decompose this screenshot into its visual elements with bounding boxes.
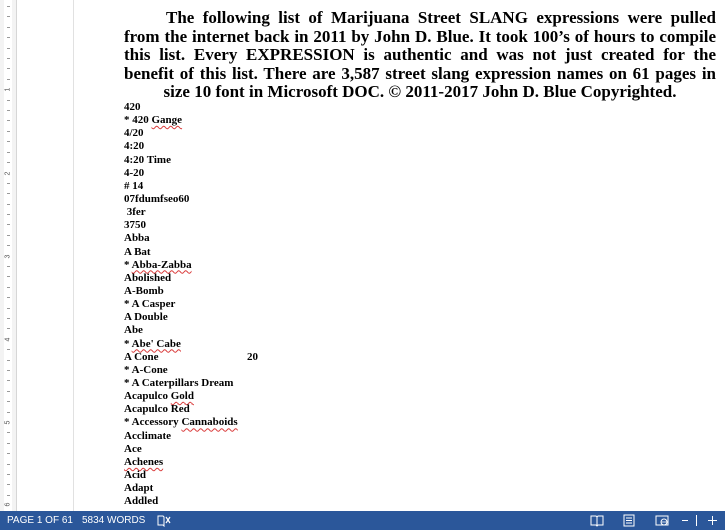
- list-item-text: * Accessory: [124, 416, 182, 429]
- ruler-tick: [7, 214, 10, 215]
- vertical-ruler[interactable]: [0, 0, 17, 511]
- ruler-tick: [7, 443, 10, 444]
- read-mode-icon[interactable]: [590, 514, 604, 527]
- list-item[interactable]: [124, 377, 424, 390]
- document-page[interactable]: [74, 0, 725, 511]
- ruler-tick: [7, 58, 10, 59]
- ruler-tick: [7, 266, 10, 267]
- ruler-tick: [7, 360, 10, 361]
- list-item[interactable]: [124, 193, 424, 206]
- list-item-text: 420: [124, 101, 141, 113]
- list-item-text: A Cone: [124, 350, 159, 363]
- list-item-text: 3750: [124, 219, 146, 232]
- ruler-tick: [7, 204, 10, 205]
- list-item-text: A Bat: [124, 245, 151, 258]
- list-item[interactable]: [124, 430, 424, 443]
- ruler-tick: [7, 495, 10, 496]
- list-item[interactable]: [124, 101, 424, 114]
- ruler-tick: [7, 27, 10, 28]
- list-item[interactable]: [124, 416, 424, 429]
- list-item[interactable]: [124, 495, 424, 508]
- list-item-text: Acapulco Red: [124, 403, 190, 416]
- list-item[interactable]: [124, 324, 424, 337]
- list-item-text: 4-20: [124, 166, 145, 179]
- list-item[interactable]: [124, 114, 424, 127]
- ruler-tick: [7, 162, 10, 163]
- ruler-tick: [7, 370, 10, 371]
- ruler-tick: [7, 100, 10, 101]
- list-item-text: A Double: [124, 311, 168, 324]
- list-item-text: Acapulco: [124, 390, 171, 403]
- list-item[interactable]: [124, 469, 424, 482]
- page-left-margin: [17, 0, 74, 511]
- ruler-tick: [7, 245, 10, 246]
- ruler-tick: [7, 141, 10, 142]
- ruler-tick: [7, 453, 10, 454]
- list-item[interactable]: [124, 272, 424, 285]
- page-count[interactable]: PAGE 1 OF 61: [7, 515, 73, 526]
- list-item[interactable]: [124, 154, 424, 167]
- spelling-error-word[interactable]: Achenes: [124, 455, 164, 468]
- spelling-error-word[interactable]: Cannaboids: [181, 416, 238, 429]
- list-item[interactable]: [124, 403, 424, 416]
- ruler-tick: [7, 412, 10, 413]
- ruler-tick: [7, 349, 10, 350]
- list-item[interactable]: [124, 338, 424, 351]
- list-item-text: 4/20: [124, 127, 144, 140]
- list-item-text: 4:20 Time: [124, 153, 171, 166]
- ruler-number: 3: [5, 253, 12, 261]
- list-item-text: Acclimate: [124, 429, 172, 442]
- list-item-text: * 420: [124, 114, 152, 127]
- list-item[interactable]: [124, 167, 424, 180]
- list-item[interactable]: [124, 443, 424, 456]
- list-item[interactable]: [124, 298, 424, 311]
- list-item[interactable]: [124, 351, 424, 364]
- ruler-tick: [7, 120, 10, 121]
- list-item-text: # 14: [124, 179, 144, 192]
- ruler-tick: [7, 224, 10, 225]
- inline-number: 20: [247, 350, 258, 363]
- list-item-text: Abba: [124, 232, 150, 245]
- list-item-text: * A Casper: [124, 298, 176, 311]
- ruler-number: 5: [5, 419, 12, 427]
- list-item-text: 3fer: [124, 206, 146, 219]
- list-item[interactable]: [124, 180, 424, 193]
- ruler-tick: [7, 432, 10, 433]
- ruler-tick: [7, 464, 10, 465]
- list-item-text: 4:20: [124, 140, 145, 153]
- list-item-text: Addled: [124, 495, 159, 508]
- ruler-tick: [7, 276, 10, 277]
- list-item[interactable]: [124, 311, 424, 324]
- ruler-tick: [7, 297, 10, 298]
- spelling-error-word[interactable]: Abba-Zabba: [131, 258, 192, 271]
- spelling-error-word[interactable]: Abe' Cabe: [131, 337, 181, 350]
- ruler-tick: [7, 328, 10, 329]
- list-item-text: Abe: [124, 324, 143, 337]
- list-item-text: Ace: [124, 442, 142, 455]
- list-item[interactable]: [124, 456, 424, 469]
- ruler-tick: [7, 474, 10, 475]
- ruler-tick: [7, 193, 10, 194]
- web-layout-icon[interactable]: [655, 514, 669, 527]
- list-item-text: Abolished: [124, 271, 172, 284]
- zoom-in-icon[interactable]: [708, 516, 717, 525]
- ruler-tick: [7, 48, 10, 49]
- ruler-number: 2: [5, 170, 12, 178]
- list-item[interactable]: [124, 206, 424, 219]
- list-item[interactable]: [124, 285, 424, 298]
- ruler-tick: [7, 152, 10, 153]
- list-item-text: *: [124, 258, 132, 271]
- ruler-tick: [7, 79, 10, 80]
- ruler-tick: [7, 235, 10, 236]
- ruler-tick: [7, 391, 10, 392]
- proofing-book-icon[interactable]: [157, 514, 171, 527]
- list-item[interactable]: [124, 364, 424, 377]
- list-item-text: 07fdumfseo60: [124, 192, 190, 205]
- ruler-tick: [7, 318, 10, 319]
- list-item-text: * A Caterpillars Dream: [124, 376, 234, 389]
- ruler-number: 6: [5, 501, 12, 509]
- ruler-number: 4: [5, 336, 12, 344]
- ruler-tick: [7, 110, 10, 111]
- ruler-tick: [7, 16, 10, 17]
- ruler-tick: [7, 287, 10, 288]
- ruler-tick: [7, 380, 10, 381]
- print-layout-icon[interactable]: [622, 514, 636, 527]
- list-item[interactable]: [124, 259, 424, 272]
- list-item-text: Adapt: [124, 482, 154, 495]
- spelling-error-word[interactable]: Gange: [151, 114, 183, 127]
- zoom-slider[interactable]: [696, 515, 697, 526]
- ruler-tick: [7, 308, 10, 309]
- status-bar: [0, 511, 725, 530]
- zoom-out-icon[interactable]: [682, 520, 688, 521]
- ruler-number: 1: [5, 86, 12, 94]
- list-item[interactable]: [124, 140, 424, 153]
- list-item[interactable]: [124, 482, 424, 495]
- list-item[interactable]: [124, 232, 424, 245]
- list-item[interactable]: [124, 246, 424, 259]
- ruler-tick: [7, 6, 10, 7]
- list-item-text: *: [124, 337, 132, 350]
- spelling-error-word[interactable]: Gold: [170, 390, 194, 403]
- ruler-tick: [7, 37, 10, 38]
- word-count[interactable]: 5834 WORDS: [82, 515, 146, 526]
- list-item-text: A-Bomb: [124, 284, 164, 297]
- intro-paragraph[interactable]: The following list of Marijuana Street SLANG expressions were pulled from the internet back in 2011 by John D. Blue. It took 100’s of hours to compile this list. Every EXPRESSION is authentic and was not just created for the benefit of this list. There are 3,587 street slang expression names on 61 pages in size 10 font in Microsoft DOC. © 2011-2017 John D. Blue Copyrighted.: [124, 8, 716, 101]
- list-item[interactable]: [124, 219, 424, 232]
- ruler-tick: [7, 401, 10, 402]
- ruler-tick: [7, 183, 10, 184]
- slang-list[interactable]: [124, 101, 424, 508]
- ruler-tick: [7, 484, 10, 485]
- list-item[interactable]: [124, 127, 424, 140]
- ruler-tick: [7, 131, 10, 132]
- list-item-text: * A-Cone: [124, 363, 168, 376]
- list-item-text: Acid: [124, 468, 146, 481]
- list-item[interactable]: [124, 390, 424, 403]
- ruler-tick: [7, 68, 10, 69]
